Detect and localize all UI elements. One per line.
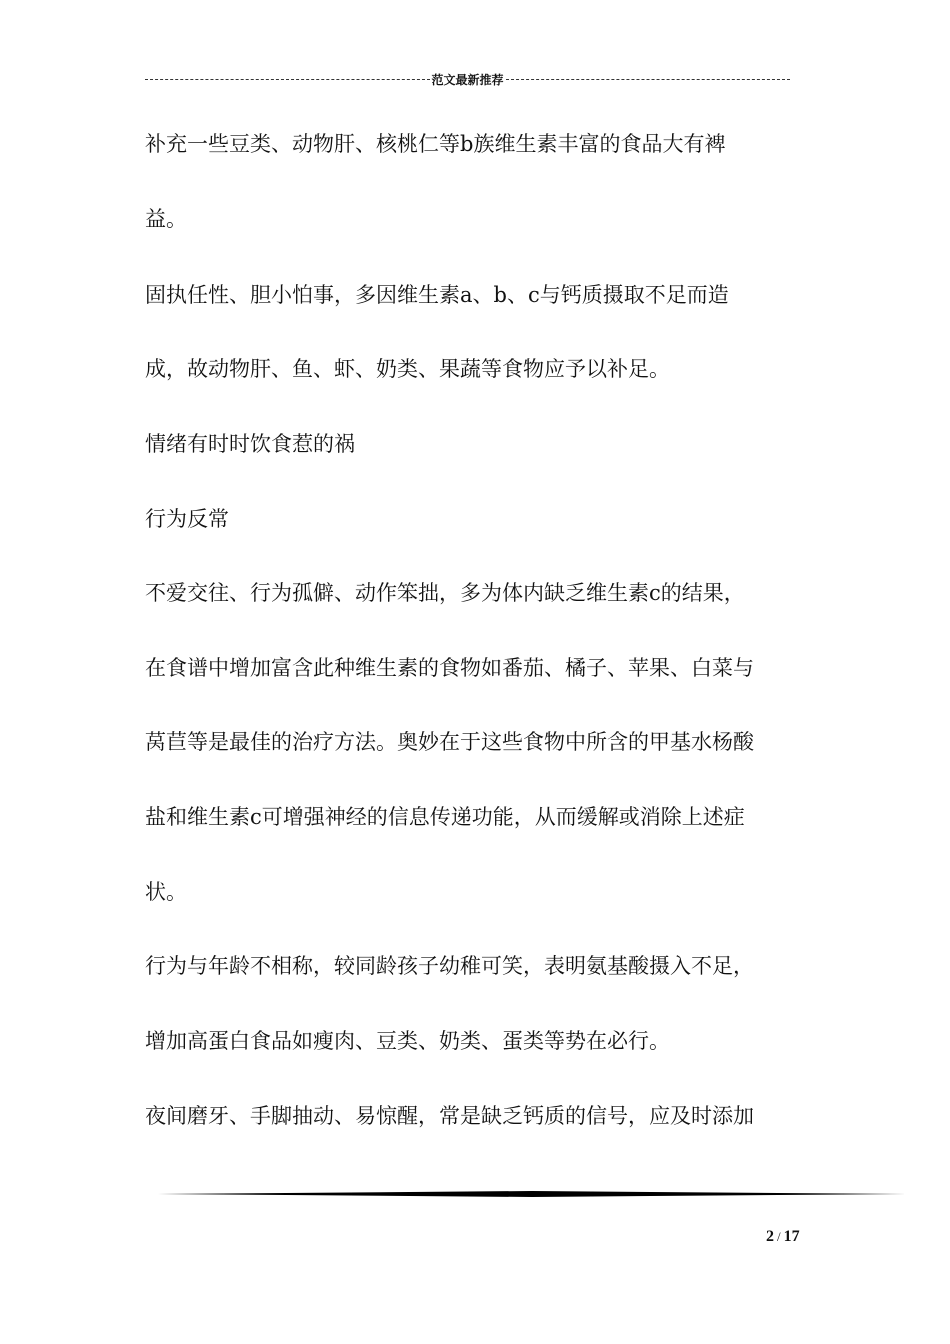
page-number — [766, 1228, 800, 1246]
body-line: 莴苣等是最佳的治疗方法。奥妙在于这些食物中所含的甲基水杨酸 — [145, 730, 754, 754]
page-current: 2 — [766, 1228, 774, 1245]
body-line: 夜间磨牙、手脚抽动、易惊醒，常是缺乏钙质的信号，应及时添加 — [145, 1104, 754, 1128]
body-line: 固执任性、胆小怕事，多因维生素a、b、c与钙质摄取不足而造 — [145, 283, 729, 307]
section-heading: 行为反常 — [145, 507, 229, 531]
body-line: 盐和维生素c可增强神经的信息传递功能，从而缓解或消除上述症 — [145, 805, 745, 829]
page-total: 17 — [783, 1228, 800, 1245]
body-line: 行为与年龄不相称，较同龄孩子幼稚可笑，表明氨基酸摄入不足， — [145, 954, 754, 978]
header-right-dashes — [506, 79, 791, 80]
page-header — [145, 68, 790, 90]
footer-rule — [158, 1190, 906, 1198]
body-line: 增加高蛋白食品如瘦肉、豆类、奶类、蛋类等势在必行。 — [145, 1029, 670, 1053]
section-heading: 情绪有时时饮食惹的祸 — [145, 432, 355, 456]
body-line: 益。 — [145, 207, 187, 231]
body-line: 状。 — [145, 880, 187, 904]
body-line: 成，故动物肝、鱼、虾、奶类、果蔬等食物应予以补足。 — [145, 357, 670, 381]
body-line: 补充一些豆类、动物肝、核桃仁等b族维生素丰富的食品大有裨 — [145, 132, 726, 156]
header-left-dashes — [145, 79, 430, 80]
body-line: 在食谱中增加富含此种维生素的食物如番茄、橘子、苹果、白菜与 — [145, 656, 754, 680]
body-line: 不爱交往、行为孤僻、动作笨拙，多为体内缺乏维生素c的结果， — [145, 581, 745, 605]
header-title: 范文最新推荐 — [431, 72, 504, 87]
page-separator: / — [777, 1229, 781, 1244]
